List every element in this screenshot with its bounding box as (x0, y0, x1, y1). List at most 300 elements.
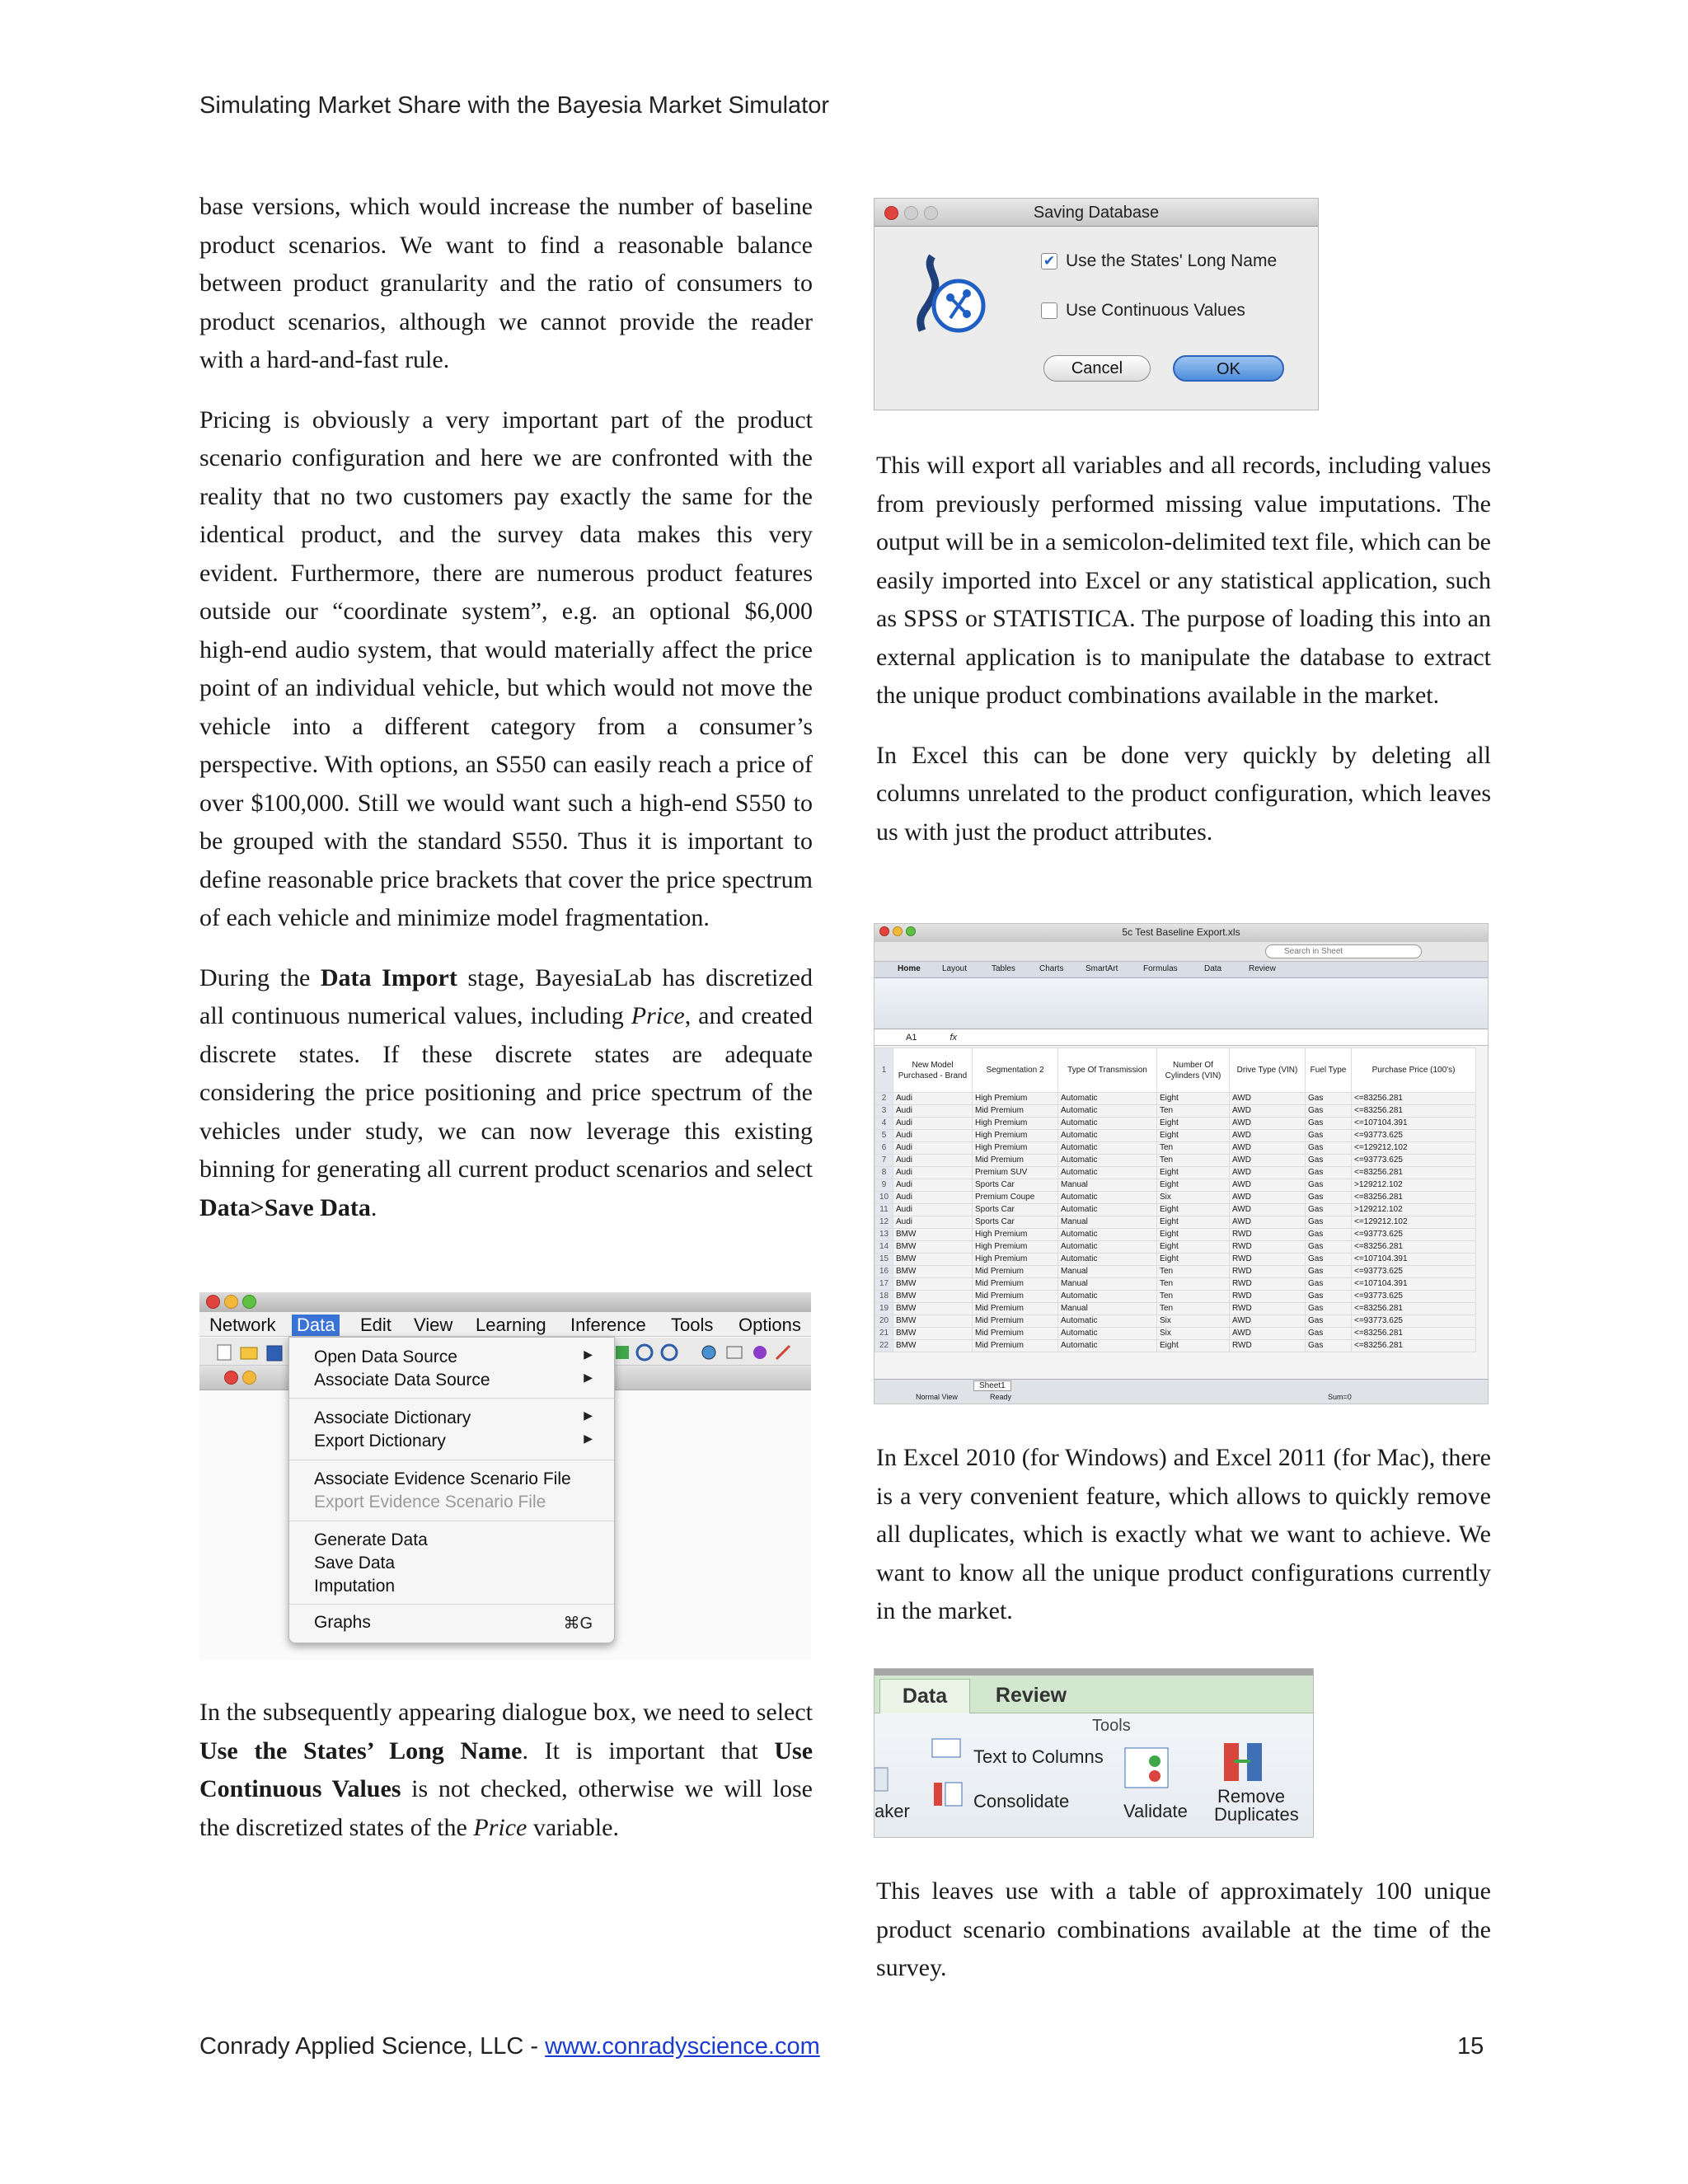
fx-label: fx (950, 1033, 958, 1043)
table-cell[interactable]: Premium Coupe (973, 1192, 1058, 1204)
table-cell[interactable]: Gas (1306, 1118, 1352, 1130)
table-row (875, 1167, 1476, 1179)
table-cell[interactable]: Sports Car (973, 1204, 1058, 1216)
table-cell[interactable]: Automatic (1058, 1118, 1157, 1130)
table-cell[interactable]: High Premium (973, 1093, 1058, 1105)
table-cell[interactable]: BMW (893, 1254, 973, 1266)
table-cell[interactable]: High Premium (973, 1241, 1058, 1254)
table-cell[interactable]: Audi (893, 1155, 973, 1167)
data-table (874, 1047, 1476, 1352)
table-cell[interactable]: Eight (1157, 1167, 1230, 1179)
table-cell[interactable]: AWD (1230, 1179, 1306, 1192)
validate-button[interactable]: Validate (1123, 1801, 1188, 1821)
table-cell[interactable]: BMW (893, 1315, 973, 1328)
table-cell[interactable]: AWD (1230, 1204, 1306, 1216)
row-number[interactable]: 22 (875, 1340, 893, 1352)
menu-edit[interactable]: Edit (360, 1315, 392, 1335)
ok-button[interactable]: OK (1173, 355, 1284, 382)
row-number[interactable]: 3 (875, 1105, 893, 1118)
table-cell[interactable]: <=107104.391 (1352, 1254, 1476, 1266)
table-cell[interactable]: Audi (893, 1130, 973, 1142)
row-number[interactable]: 7 (875, 1155, 893, 1167)
use-long-name-checkbox[interactable]: ✔ (1041, 253, 1057, 269)
excel-ribbon (874, 978, 1488, 1029)
table-cell[interactable]: <=107104.391 (1352, 1278, 1476, 1291)
tab-charts[interactable]: Charts (1039, 964, 1064, 973)
table-cell[interactable]: Audi (893, 1105, 973, 1118)
menu-separator (289, 1604, 614, 1605)
menu-tools[interactable]: Tools (671, 1315, 714, 1335)
what-if-maker-icon (874, 1768, 888, 1791)
cancel-button[interactable]: Cancel (1043, 355, 1151, 382)
table-cell[interactable]: Ten (1157, 1105, 1230, 1118)
table-cell[interactable]: AWD (1230, 1155, 1306, 1167)
inner-minimize-icon[interactable] (242, 1371, 256, 1385)
menu-item-export-dictionary[interactable]: Export Dictionary ▶ (314, 1432, 593, 1451)
submenu-arrow-icon: ▶ (584, 1347, 593, 1361)
row-number[interactable]: 10 (875, 1192, 893, 1204)
paragraph: base versions, which would increase the number of baseline product scenarios. We want to find a reasonable balance between product granularity and the ratio of consumers to product scenarios, although we cannot provide the reader with a hard-and-fast rule. (199, 193, 813, 373)
inner-close-icon[interactable] (224, 1371, 238, 1385)
what-if-maker-label[interactable]: aker (874, 1801, 910, 1821)
table-cell[interactable]: Gas (1306, 1155, 1352, 1167)
table-cell[interactable]: Eight (1157, 1179, 1230, 1192)
table-cell[interactable]: High Premium (973, 1142, 1058, 1155)
table-row (875, 1229, 1476, 1241)
table-cell[interactable]: Automatic (1058, 1328, 1157, 1340)
table-cell[interactable]: Eight (1157, 1229, 1230, 1241)
table-cell[interactable]: Automatic (1058, 1204, 1157, 1216)
menu-item-associate-data-source[interactable]: Associate Data Source ▶ (314, 1371, 593, 1390)
table-cell[interactable]: Mid Premium (973, 1155, 1058, 1167)
table-cell[interactable]: Gas (1306, 1303, 1352, 1315)
use-continuous-values-label: Use Continuous Values (1066, 301, 1245, 320)
header-row: 1 New Model Purchased - Brand Segmentation 2 Type Of Transmission Number Of Cylinders (VIN) Drive Type (VIN) Fuel Type Purchase Price (100's) (875, 1048, 1476, 1093)
table-cell[interactable]: Gas (1306, 1278, 1352, 1291)
menu-options[interactable]: Options (738, 1315, 801, 1335)
tab-layout[interactable]: Layout (942, 964, 968, 973)
table-cell[interactable]: BMW (893, 1328, 973, 1340)
table-row (875, 1254, 1476, 1266)
use-long-name-label: Use the States' Long Name (1066, 251, 1278, 270)
text-to-columns-button[interactable]: Text to Columns (973, 1746, 1104, 1767)
table-row (875, 1278, 1476, 1291)
menu-item-graphs[interactable]: Graphs ⌘G (314, 1613, 593, 1633)
paragraph: In the subsequently appearing dialogue box, we need to select Use the States’ Long Name. It is important that Use Continuous Values is not checked, otherwise we will lose the discretized states of the Price variable. (199, 1699, 814, 1841)
table-row (875, 1328, 1476, 1340)
table-cell[interactable]: Automatic (1058, 1291, 1157, 1303)
table-cell[interactable]: RWD (1230, 1229, 1306, 1241)
table-row (875, 1266, 1476, 1278)
table-cell[interactable]: Mid Premium (973, 1315, 1058, 1328)
table-cell[interactable]: AWD (1230, 1328, 1306, 1340)
table-cell[interactable]: BMW (893, 1266, 973, 1278)
close-icon[interactable] (206, 1295, 220, 1309)
submenu-arrow-icon: ▶ (584, 1432, 593, 1445)
right-column-bottom (876, 1872, 1491, 2009)
table-cell[interactable]: Automatic (1058, 1142, 1157, 1155)
chart-icon (727, 1347, 742, 1358)
table-cell[interactable]: Eight (1157, 1254, 1230, 1266)
column-header[interactable]: Number Of Cylinders (VIN) (1157, 1048, 1230, 1093)
row-number[interactable]: 6 (875, 1142, 893, 1155)
table-cell[interactable]: Ten (1157, 1278, 1230, 1291)
menu-learning[interactable]: Learning (476, 1315, 546, 1335)
consolidate-button[interactable]: Consolidate (973, 1791, 1070, 1811)
table-cell[interactable]: RWD (1230, 1278, 1306, 1291)
table-cell[interactable]: Gas (1306, 1328, 1352, 1340)
table-cell[interactable]: High Premium (973, 1130, 1058, 1142)
table-cell[interactable]: AWD (1230, 1093, 1306, 1105)
table-cell[interactable]: <=83256.281 (1352, 1192, 1476, 1204)
paragraph: This leaves use with a table of approximately 100 unique product scenario combinations available at the time of the survey. (876, 1877, 1491, 1981)
tab-home[interactable]: Home (898, 964, 921, 973)
table-cell[interactable]: <=107104.391 (1352, 1118, 1476, 1130)
table-cell[interactable]: RWD (1230, 1254, 1306, 1266)
table-cell[interactable]: <=83256.281 (1352, 1340, 1476, 1352)
table-cell[interactable]: Automatic (1058, 1167, 1157, 1179)
table-cell[interactable]: <=83256.281 (1352, 1303, 1476, 1315)
table-cell[interactable]: <=129212.102 (1352, 1216, 1476, 1229)
sum-label: Sum=0 (1328, 1393, 1352, 1401)
table-cell[interactable]: BMW (893, 1291, 973, 1303)
excel-titlebar (874, 924, 1488, 942)
row-number[interactable]: 20 (875, 1315, 893, 1328)
table-cell[interactable]: Manual (1058, 1303, 1157, 1315)
minimize-icon[interactable] (224, 1295, 238, 1309)
table-cell[interactable]: Gas (1306, 1229, 1352, 1241)
workbook-title: 5c Test Baseline Export.xls (1122, 926, 1240, 938)
menu-item-open-data-source[interactable]: Open Data Source ▶ (314, 1347, 593, 1366)
table-cell[interactable]: AWD (1230, 1118, 1306, 1130)
bayesialab-data-menu-screenshot (199, 1292, 811, 1660)
table-cell[interactable]: Gas (1306, 1167, 1352, 1179)
table-cell[interactable]: Mid Premium (973, 1340, 1058, 1352)
table-cell[interactable]: Gas (1306, 1192, 1352, 1204)
tab-smartart[interactable]: SmartArt (1085, 964, 1118, 973)
table-row (875, 1155, 1476, 1167)
menu-item-associate-evidence-scenario-file[interactable]: Associate Evidence Scenario File (314, 1469, 571, 1488)
excel-screenshot (874, 923, 1489, 1404)
table-cell[interactable]: Ten (1157, 1142, 1230, 1155)
table-cell[interactable]: RWD (1230, 1266, 1306, 1278)
table-cell[interactable]: <=93773.625 (1352, 1155, 1476, 1167)
row-number[interactable]: 19 (875, 1303, 893, 1315)
table-cell[interactable]: <=93773.625 (1352, 1130, 1476, 1142)
left-column-bottom (199, 1694, 813, 1868)
row-number[interactable]: 9 (875, 1179, 893, 1192)
table-cell[interactable]: Gas (1306, 1142, 1352, 1155)
tab-data[interactable]: Data (879, 1679, 970, 1713)
column-header[interactable]: New Model Purchased - Brand (893, 1048, 973, 1093)
excel-statusbar (874, 1379, 1489, 1404)
table-cell[interactable]: <=83256.281 (1352, 1093, 1476, 1105)
refresh-icon (637, 1345, 652, 1360)
menu-item-save-data[interactable]: Save Data (314, 1554, 396, 1572)
table-cell[interactable]: RWD (1230, 1303, 1306, 1315)
excel-toolbar (874, 942, 1488, 962)
table-cell[interactable]: Eight (1157, 1130, 1230, 1142)
tab-data[interactable]: Data (1204, 964, 1222, 973)
table-row (875, 1142, 1476, 1155)
table-cell[interactable]: <=93773.625 (1352, 1291, 1476, 1303)
table-cell[interactable]: Automatic (1058, 1105, 1157, 1118)
table-cell[interactable]: <=93773.625 (1352, 1229, 1476, 1241)
cell-reference[interactable]: A1 (906, 1033, 917, 1043)
table-cell[interactable]: AWD (1230, 1142, 1306, 1155)
table-cell[interactable]: >129212.102 (1352, 1204, 1476, 1216)
tab-review[interactable]: Review (995, 1684, 1067, 1707)
table-cell[interactable]: BMW (893, 1278, 973, 1291)
right-column-middle (876, 1439, 1491, 1652)
row-number[interactable]: 8 (875, 1167, 893, 1179)
table-cell[interactable]: Automatic (1058, 1315, 1157, 1328)
ribbon-tab-strip (874, 1675, 1314, 1713)
menu-item-imputation[interactable]: Imputation (314, 1577, 396, 1596)
running-header: Simulating Market Share with the Bayesia Market Simulator (199, 92, 829, 119)
table-cell[interactable]: AWD (1230, 1216, 1306, 1229)
table-row (875, 1179, 1476, 1192)
text-to-columns-icon (932, 1739, 960, 1757)
table-cell[interactable]: Audi (893, 1118, 973, 1130)
table-cell[interactable]: High Premium (973, 1254, 1058, 1266)
table-cell[interactable]: Eight (1157, 1118, 1230, 1130)
excel-data-ribbon-screenshot (874, 1668, 1314, 1838)
table-cell[interactable]: Gas (1306, 1291, 1352, 1303)
table-cell[interactable]: Gas (1306, 1204, 1352, 1216)
row-number[interactable]: 2 (875, 1093, 893, 1105)
paragraph: In Excel this can be done very quickly by deleting all columns unrelated to the product configuration, which leaves us with just the product attributes. (876, 741, 1491, 846)
table-cell[interactable]: Manual (1058, 1278, 1157, 1291)
table-row (875, 1340, 1476, 1352)
validate-icon (1125, 1748, 1168, 1788)
table-cell[interactable]: Audi (893, 1204, 973, 1216)
table-cell[interactable]: Manual (1058, 1216, 1157, 1229)
menu-view[interactable]: View (414, 1315, 453, 1335)
table-cell[interactable]: Gas (1306, 1179, 1352, 1192)
table-cell[interactable]: RWD (1230, 1241, 1306, 1254)
menu-item-generate-data[interactable]: Generate Data (314, 1530, 428, 1549)
table-cell[interactable]: Eight (1157, 1241, 1230, 1254)
dialog-title: Saving Database (1033, 204, 1160, 222)
table-cell[interactable]: AWD (1230, 1105, 1306, 1118)
table-cell[interactable]: Premium SUV (973, 1167, 1058, 1179)
table-cell[interactable]: Gas (1306, 1241, 1352, 1254)
menu-item-export-evidence-scenario-file: Export Evidence Scenario File (314, 1493, 546, 1511)
table-row (875, 1241, 1476, 1254)
row-number[interactable]: 12 (875, 1216, 893, 1229)
tab-tables[interactable]: Tables (992, 964, 1015, 973)
save-icon (267, 1346, 282, 1361)
column-header[interactable]: Purchase Price (100's) (1352, 1048, 1476, 1093)
ribbon-top-border (874, 1669, 1314, 1675)
zoom-icon[interactable] (242, 1295, 256, 1309)
paragraph: During the Data Import stage, BayesiaLab has discretized all continuous numerical values, including Price, and created discrete states. If these discrete states are adequate considering the price positioning and price spectrum of the vehicles under study, we can now leverage this existing binning for generating all current product scenarios and select Data>Save Data. (199, 963, 813, 1221)
green-tool-icon (616, 1346, 629, 1359)
table-cell[interactable]: Audi (893, 1093, 973, 1105)
table-cell[interactable]: AWD (1230, 1315, 1306, 1328)
right-column (876, 447, 1491, 873)
row-number[interactable]: 11 (875, 1204, 893, 1216)
window-titlebar (199, 1292, 811, 1312)
table-cell[interactable]: RWD (1230, 1291, 1306, 1303)
table-cell[interactable]: Automatic (1058, 1155, 1157, 1167)
paragraph: In Excel 2010 (for Windows) and Excel 2011 (for Mac), there is a very convenient feature, which allows to quickly remove all duplicates, which is exactly what we want to achieve. We want to know all the unique product configurations currently in the market. (876, 1444, 1491, 1624)
table-cell[interactable]: Eight (1157, 1204, 1230, 1216)
menu-item-associate-dictionary[interactable]: Associate Dictionary ▶ (314, 1408, 593, 1427)
table-cell[interactable]: Ten (1157, 1155, 1230, 1167)
table-cell[interactable]: Automatic (1058, 1229, 1157, 1241)
table-cell[interactable]: Gas (1306, 1254, 1352, 1266)
table-row (875, 1093, 1476, 1105)
column-header[interactable]: Fuel Type (1306, 1048, 1352, 1093)
reload-icon (662, 1345, 677, 1360)
menu-data[interactable]: Data (292, 1315, 340, 1336)
table-cell[interactable]: Six (1157, 1192, 1230, 1204)
table-cell[interactable]: Gas (1306, 1315, 1352, 1328)
table-cell[interactable]: Automatic (1058, 1340, 1157, 1352)
use-continuous-values-checkbox[interactable] (1041, 302, 1057, 319)
menu-bar (199, 1312, 811, 1337)
row-number[interactable]: 21 (875, 1328, 893, 1340)
table-cell[interactable]: RWD (1230, 1340, 1306, 1352)
table-cell[interactable]: Mid Premium (973, 1278, 1058, 1291)
table-cell[interactable]: Automatic (1058, 1130, 1157, 1142)
table-row (875, 1118, 1476, 1130)
tab-formulas[interactable]: Formulas (1143, 964, 1178, 973)
table-cell[interactable]: Audi (893, 1167, 973, 1179)
table-cell[interactable]: BMW (893, 1229, 973, 1241)
row-number[interactable]: 13 (875, 1229, 893, 1241)
table-row (875, 1130, 1476, 1142)
graphs-shortcut: ⌘G (563, 1615, 593, 1633)
sheet-tab[interactable]: Sheet1 (973, 1380, 1011, 1391)
table-cell[interactable]: <=83256.281 (1352, 1167, 1476, 1179)
submenu-arrow-icon: ▶ (584, 1371, 593, 1384)
menu-inference[interactable]: Inference (570, 1315, 646, 1335)
table-cell[interactable]: Audi (893, 1192, 973, 1204)
column-header[interactable]: Drive Type (VIN) (1230, 1048, 1306, 1093)
table-cell[interactable]: <=129212.102 (1352, 1142, 1476, 1155)
view-label[interactable]: Normal View (916, 1393, 958, 1401)
paragraph: Pricing is obviously a very important part of the product scenario configuration and here we are confronted with the reality that no two customers pay exactly the same for the identical product, and the survey data makes this very evident. Furthermore, there are numerous product features outside our “coordinate system”, e.g. an optional $6,000 high-end audio system, that would materially affect the price point of an individual vehicle, but which would not move the vehicle into a different category from a consumer’s perspective. With options, an S550 can easily reach a price of over $100,000. Still we would want such a high-end S550 to be grouped with the standard S550. Thus it is important to define reasonable price brackets that cover the price spectrum of each vehicle and minimize model fragmentation. (199, 405, 813, 931)
table-cell[interactable]: Mid Premium (973, 1105, 1058, 1118)
table-cell[interactable]: Gas (1306, 1105, 1352, 1118)
row-number[interactable]: 5 (875, 1130, 893, 1142)
table-cell[interactable]: Eight (1157, 1093, 1230, 1105)
remove-duplicates-button[interactable]: Remove Duplicates (1214, 1786, 1299, 1825)
table-cell[interactable]: Mid Premium (973, 1291, 1058, 1303)
dialog-titlebar (874, 199, 1318, 227)
table-cell[interactable]: High Premium (973, 1229, 1058, 1241)
table-cell[interactable]: Ten (1157, 1303, 1230, 1315)
table-cell[interactable]: Ten (1157, 1291, 1230, 1303)
row-number[interactable]: 16 (875, 1266, 893, 1278)
purple-node-icon (753, 1346, 767, 1359)
table-row (875, 1315, 1476, 1328)
table-cell[interactable]: Gas (1306, 1093, 1352, 1105)
table-cell[interactable]: Six (1157, 1328, 1230, 1340)
table-row (875, 1192, 1476, 1204)
table-cell[interactable]: Gas (1306, 1216, 1352, 1229)
table-cell[interactable]: High Premium (973, 1118, 1058, 1130)
table-cell[interactable]: Mid Premium (973, 1266, 1058, 1278)
table-cell[interactable]: Six (1157, 1315, 1230, 1328)
paragraph: This will export all variables and all records, including values from previously performed missing value imputations. The output will be in a semicolon-delimited text file, which can be easily imported into Excel or any statistical application, such as SPSS or STATISTICA. The purpose of loading this into an external application is to manipulate the database to extract the unique product combinations available in the market. (876, 452, 1491, 709)
table-row (875, 1105, 1476, 1118)
table-cell[interactable]: Eight (1157, 1216, 1230, 1229)
table-cell[interactable]: Manual (1058, 1179, 1157, 1192)
table-cell[interactable]: <=93773.625 (1352, 1315, 1476, 1328)
table-cell[interactable]: AWD (1230, 1167, 1306, 1179)
table-cell[interactable]: BMW (893, 1303, 973, 1315)
table-cell[interactable]: BMW (893, 1241, 973, 1254)
table-cell[interactable]: <=83256.281 (1352, 1241, 1476, 1254)
table-cell[interactable]: <=93773.625 (1352, 1266, 1476, 1278)
table-cell[interactable]: Automatic (1058, 1093, 1157, 1105)
table-cell[interactable]: Ten (1157, 1266, 1230, 1278)
table-cell[interactable]: AWD (1230, 1192, 1306, 1204)
table-cell[interactable]: Mid Premium (973, 1303, 1058, 1315)
row-number[interactable]: 15 (875, 1254, 893, 1266)
formula-bar (874, 1029, 1488, 1046)
table-cell[interactable]: Gas (1306, 1130, 1352, 1142)
saving-database-dialog (874, 198, 1319, 410)
table-row (875, 1216, 1476, 1229)
table-cell[interactable]: BMW (893, 1340, 973, 1352)
table-cell[interactable]: Audi (893, 1142, 973, 1155)
table-cell[interactable]: Sports Car (973, 1179, 1058, 1192)
table-cell[interactable]: Eight (1157, 1340, 1230, 1352)
menu-network[interactable]: Network (209, 1315, 276, 1335)
table-cell[interactable]: Sports Car (973, 1216, 1058, 1229)
table-cell[interactable]: Gas (1306, 1266, 1352, 1278)
status-label: Ready (990, 1393, 1012, 1401)
row-number[interactable]: 18 (875, 1291, 893, 1303)
table-cell[interactable]: Audi (893, 1216, 973, 1229)
table-cell[interactable]: Manual (1058, 1266, 1157, 1278)
website-link[interactable]: www.conradyscience.com (545, 2033, 820, 2060)
column-header[interactable]: Type Of Transmission (1058, 1048, 1157, 1093)
row-number[interactable]: 14 (875, 1241, 893, 1254)
table-cell[interactable]: <=83256.281 (1352, 1328, 1476, 1340)
table-cell[interactable]: Automatic (1058, 1192, 1157, 1204)
globe-icon (702, 1346, 715, 1359)
bayesialab-logo-icon (907, 248, 998, 347)
table-cell[interactable]: Audi (893, 1179, 973, 1192)
table-cell[interactable]: AWD (1230, 1130, 1306, 1142)
submenu-arrow-icon: ▶ (584, 1408, 593, 1422)
table-cell[interactable]: >129212.102 (1352, 1179, 1476, 1192)
search-sheet-input[interactable] (1265, 944, 1422, 958)
table-cell[interactable]: Automatic (1058, 1254, 1157, 1266)
new-file-icon (218, 1345, 231, 1360)
row-number[interactable]: 17 (875, 1278, 893, 1291)
spreadsheet-grid (874, 1047, 1489, 1352)
tab-review[interactable]: Review (1249, 964, 1276, 973)
left-column (199, 188, 813, 1249)
row-number[interactable]: 4 (875, 1118, 893, 1130)
table-cell[interactable]: Automatic (1058, 1241, 1157, 1254)
open-folder-icon (241, 1347, 257, 1359)
table-cell[interactable]: Mid Premium (973, 1328, 1058, 1340)
consolidate-icon (934, 1783, 942, 1806)
table-row (875, 1291, 1476, 1303)
menu-separator (289, 1398, 614, 1399)
table-cell[interactable]: Gas (1306, 1340, 1352, 1352)
table-cell[interactable]: <=83256.281 (1352, 1105, 1476, 1118)
column-header[interactable]: Segmentation 2 (973, 1048, 1058, 1093)
